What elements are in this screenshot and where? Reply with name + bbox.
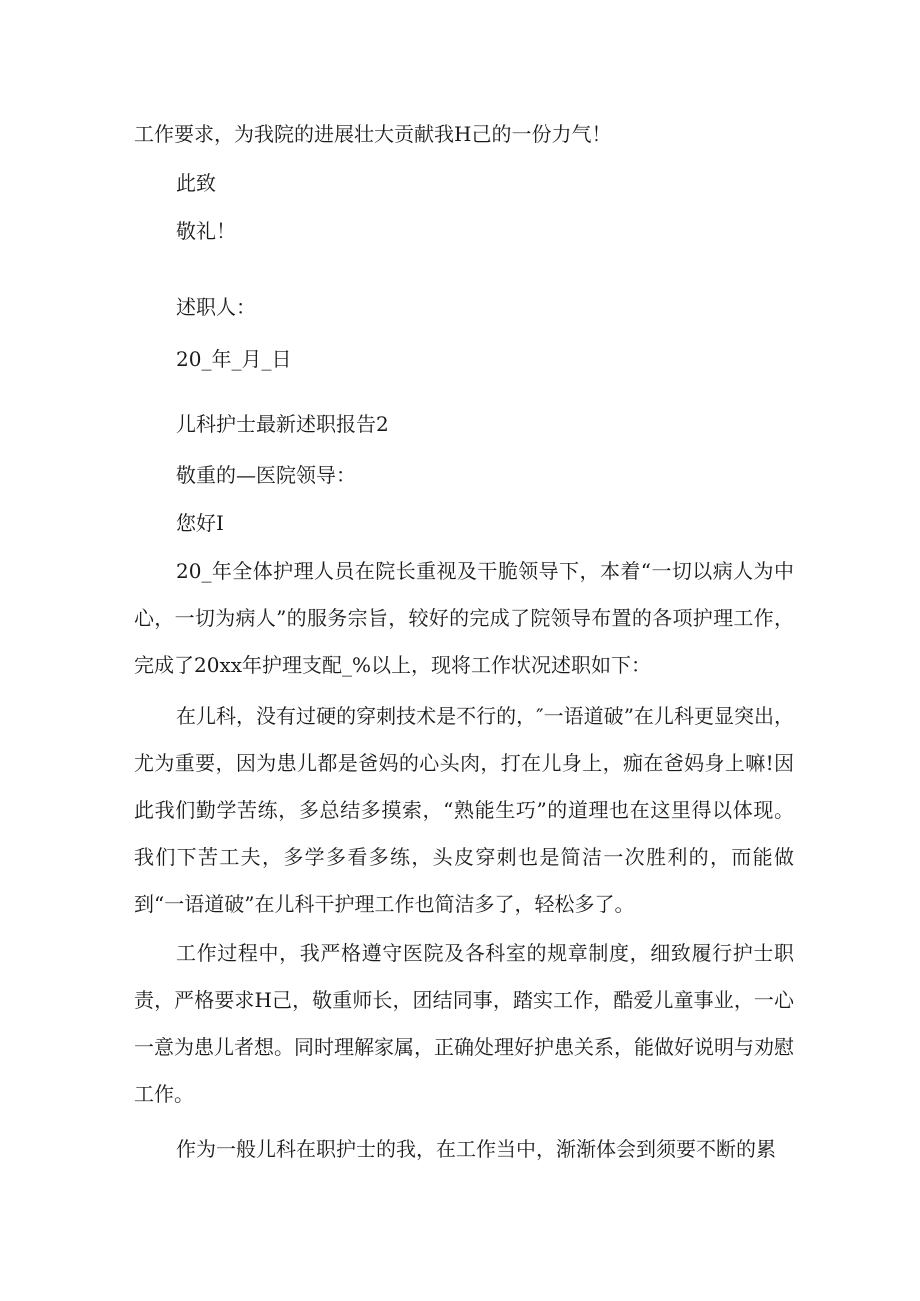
hello-line: 您好I: [176, 511, 224, 535]
report-title: 儿科护士最新述职报告2: [176, 412, 389, 436]
body-paragraph: 在儿科，没有过硬的穿刺技术是不行的，″一语道破”在儿科更显突出，尤为重要，因为患儿都是爸妈的心头肉，打在儿身上，痂在爸妈身上嘛!因此我们勤学苦练，多总结多摸索，“熟能生巧”的道理也在这里得以体现。我们下苦工夫，多学多看多练，头皮穿刺也是简洁一次胜利的，而能做到“一语道破”在儿科干护理工作也简洁多了，轻松多了。: [134, 704, 794, 916]
body-paragraph: 20_年全体护理人员在院长重视及干脆领导下，本着“一切以病人为中心，一切为病人”的服务宗旨，较好的完成了院领导布置的各项护理工作，完成了20xx年护理支配_%以上，现将工作状况述职如下：: [134, 559, 794, 677]
opening-continuation-line: 工作要求，为我院的进展壮大贡献我H己的一份力气！: [134, 122, 612, 146]
salutation-line-2: 敬礼！: [176, 219, 236, 243]
salutation-line-1: 此致: [176, 171, 216, 195]
date-line: 20_年_月_日: [176, 347, 292, 371]
greeting-line: 敬重的—医院领导：: [176, 463, 356, 487]
body-paragraph: 作为一般儿科在职护士的我，在工作当中，渐渐体会到须要不断的累: [176, 1137, 776, 1161]
signer-label: 述职人：: [176, 295, 256, 319]
body-paragraph: 工作过程中，我严格遵守医院及各科室的规章制度，细致履行护士职责，严格要求H己，敬重师长，团结同事，踏实工作，酷爱儿童事业，一心一意为患儿者想。同时理解家属，正确处理好护患关系，能做好说明与劝慰工作。: [134, 941, 794, 1106]
